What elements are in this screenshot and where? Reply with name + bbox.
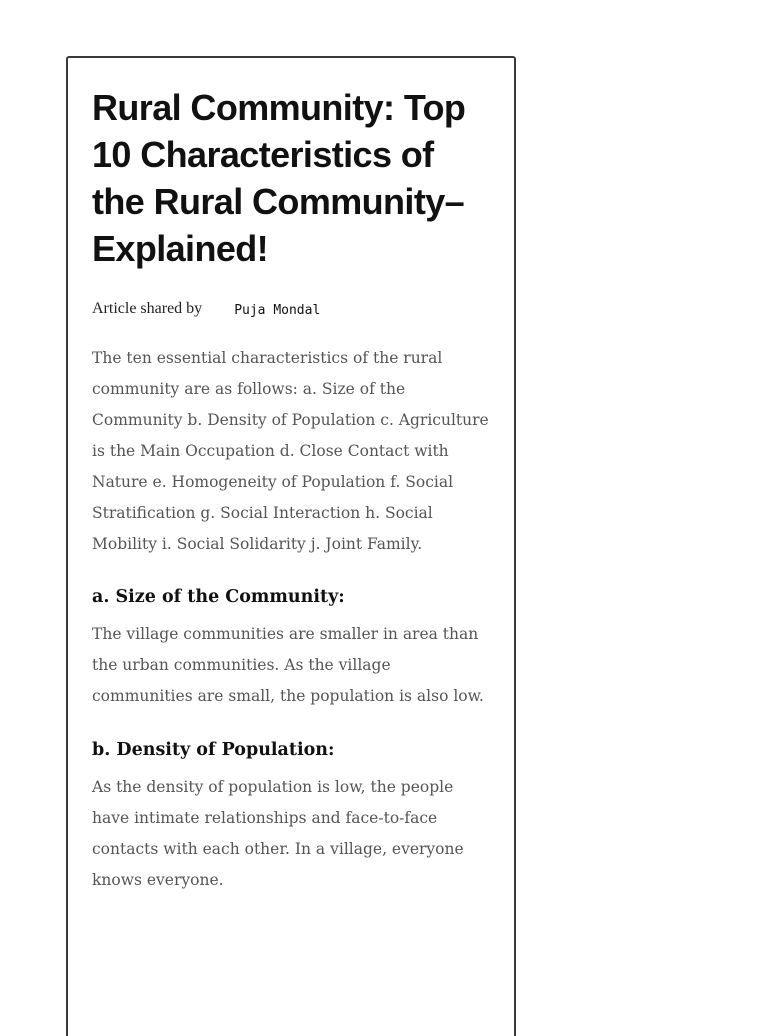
author-name: Puja Mondal	[234, 303, 321, 318]
article-card	[66, 56, 516, 1036]
section-heading-size: a. Size of the Community:	[92, 587, 345, 607]
article-intro: The ten essential characteristics of the rural community are as follows: a. Size of the Community b. Density of Population c. Agriculture is the Main Occupation d. Close Contact with Nature e. Homogeneity of Population f. Social Stratification g. Social Interaction h. Social Mobility i. Social Solidarity j. Joint Family.	[92, 349, 489, 553]
byline	[92, 298, 494, 320]
section-heading-density: b. Density of Population:	[92, 740, 335, 760]
section-body-size: The village communities are smaller in area than the urban communities. As the village communities are small, the population is also low.	[92, 625, 484, 705]
article-title: Rural Community: Top 10 Characteristics of the Rural Community– Explained!	[92, 87, 466, 269]
article-content	[92, 84, 494, 896]
section-body-density: As the density of population is low, the people have intimate relationships and face-to-face contacts with each other. In a village, everyone knows everyone.	[92, 778, 464, 889]
byline-label: Article shared by	[92, 300, 203, 317]
